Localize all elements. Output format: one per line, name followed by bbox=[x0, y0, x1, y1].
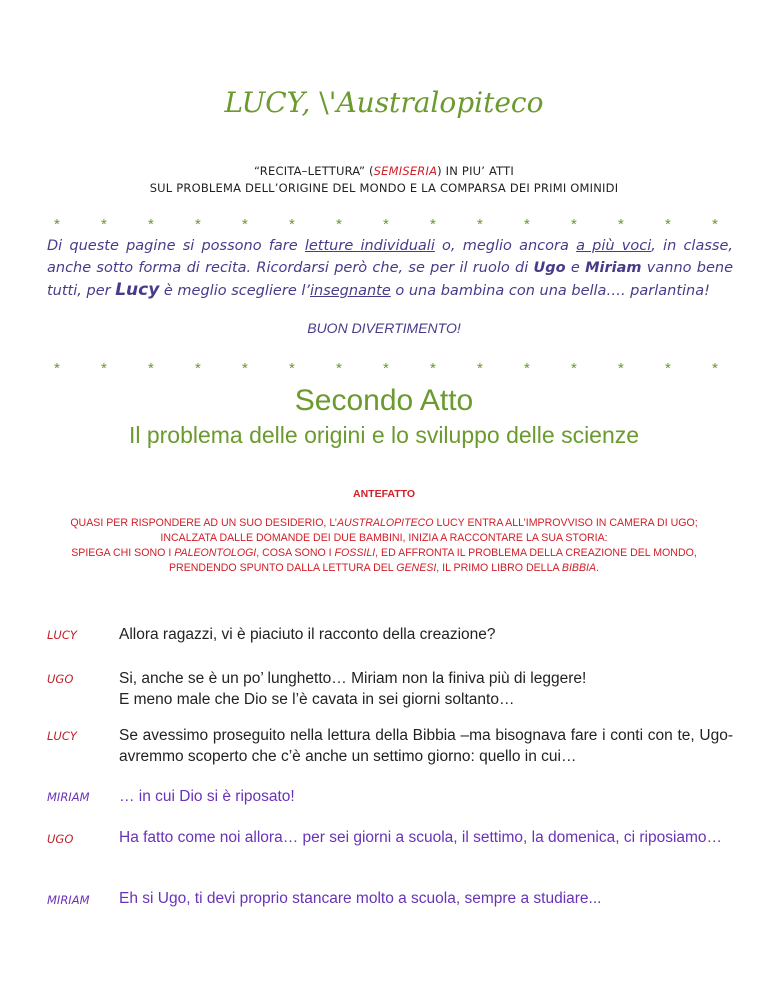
buon-divertimento: BUON DIVERTIMENTO! bbox=[307, 320, 461, 336]
subtitle-semiseria: SEMISERIA bbox=[373, 164, 438, 178]
intro-text: , in classe, anche sotto forma di recita. Ricordarsi però che, se per il ruolo di bbox=[47, 238, 733, 276]
antefatto-italic: PALEONTOLOGI bbox=[174, 547, 257, 559]
title-separator: \' bbox=[319, 86, 337, 119]
document-title bbox=[0, 86, 768, 119]
star-glyph: * bbox=[195, 216, 201, 233]
star-glyph: * bbox=[430, 360, 436, 377]
intro-role-lucy: Lucy bbox=[115, 280, 160, 300]
antefatto-italic: BIBBIA bbox=[561, 562, 597, 574]
star-glyph: * bbox=[101, 360, 107, 377]
star-glyph: * bbox=[336, 360, 342, 377]
star-glyph: * bbox=[712, 216, 718, 233]
star-glyph: * bbox=[665, 216, 671, 233]
antefatto-text: QUASI PER RISPONDERE AD UN SUO DESIDERIO, L’ bbox=[70, 517, 337, 529]
dialogue-line: Allora ragazzi, vi è piaciuto il racconto della creazione? bbox=[119, 626, 496, 643]
star-glyph: * bbox=[148, 360, 154, 377]
dialogue-line: E meno male che Dio se l’è cavata in sei giorni soltanto… bbox=[119, 691, 515, 708]
antefatto-italic: FOSSILI bbox=[334, 547, 376, 559]
star-glyph: * bbox=[571, 216, 577, 233]
intro-text: vanno bene tutti, per bbox=[47, 260, 734, 299]
title-australopiteco: Australopiteco bbox=[336, 86, 544, 119]
star-glyph: * bbox=[430, 216, 436, 233]
subtitle-recita bbox=[0, 164, 768, 178]
star-glyph: * bbox=[242, 216, 248, 233]
act-subtitle: Il problema delle origini e lo sviluppo delle scienze bbox=[128, 422, 640, 448]
speaker-ugo: UGO bbox=[47, 672, 74, 686]
star-glyph: * bbox=[712, 360, 718, 377]
star-glyph: * bbox=[618, 360, 624, 377]
act-title: Secondo Atto bbox=[294, 384, 474, 417]
intro-underlined: letture individuali bbox=[304, 238, 435, 254]
subtitle-part: “RECITA–LETTURA” ( bbox=[254, 164, 374, 178]
dialogue-line: Eh si Ugo, ti devi proprio stancare molto a scuola, sempre a studiare... bbox=[119, 890, 602, 907]
star-glyph: * bbox=[289, 216, 295, 233]
antefatto-italic: AUSTRALOPITECO bbox=[336, 517, 434, 529]
star-divider bbox=[54, 360, 718, 377]
star-glyph: * bbox=[289, 360, 295, 377]
speaker-lucy: LUCY bbox=[47, 628, 77, 642]
antefatto-paragraph bbox=[50, 516, 718, 576]
star-glyph: * bbox=[524, 360, 530, 377]
antefatto-heading: ANTEFATTO bbox=[352, 488, 416, 500]
star-divider bbox=[54, 216, 718, 233]
intro-paragraph bbox=[47, 235, 733, 302]
star-glyph: * bbox=[195, 360, 201, 377]
antefatto-italic: GENESI bbox=[396, 562, 437, 574]
star-glyph: * bbox=[571, 360, 577, 377]
star-glyph: * bbox=[383, 216, 389, 233]
intro-underlined: a più voci bbox=[576, 238, 652, 254]
dialogue-line: Si, anche se è un po’ lunghetto… Miriam non la finiva più di leggere! bbox=[119, 670, 587, 687]
dialogue-line: Se avessimo proseguito nella lettura della Bibbia –ma bisognava fare i conti con te, Ugo- avremmo scoperto che c’è anche un settimo giorno: quello in cui… bbox=[119, 727, 733, 765]
speaker-miriam: MIRIAM bbox=[47, 893, 90, 907]
star-glyph: * bbox=[242, 360, 248, 377]
intro-role-miriam: Miriam bbox=[585, 260, 642, 276]
dialogue-line: Ha fatto come noi allora… per sei giorni a scuola, il settimo, la domenica, ci riposiamo… bbox=[119, 829, 723, 846]
intro-text: o una bambina con una bella…. parlantina! bbox=[390, 283, 710, 299]
star-glyph: * bbox=[383, 360, 389, 377]
star-glyph: * bbox=[101, 216, 107, 233]
star-glyph: * bbox=[524, 216, 530, 233]
dialogue-line: … in cui Dio si è riposato! bbox=[119, 788, 295, 805]
intro-text: o, meglio ancora bbox=[434, 238, 577, 254]
star-glyph: * bbox=[477, 360, 483, 377]
subtitle-part: ) IN PIU’ ATTI bbox=[437, 164, 514, 178]
intro-text: è meglio scegliere l’ bbox=[159, 283, 310, 299]
speaker-ugo: UGO bbox=[47, 832, 74, 846]
intro-text: e bbox=[565, 260, 586, 276]
star-glyph: * bbox=[148, 216, 154, 233]
intro-role-ugo: Ugo bbox=[533, 260, 566, 276]
antefatto-text: . bbox=[596, 562, 599, 574]
antefatto-text: LUCY ENTRA ALL’IMPROVVISO IN CAMERA DI UGO; INCALZATA DALLE DOMANDE DEI DUE BAMBINI, INIZIA A RACCONTARE LA SUA STORIA: bbox=[160, 517, 698, 544]
star-glyph: * bbox=[665, 360, 671, 377]
speaker-miriam: MIRIAM bbox=[47, 790, 90, 804]
title-lucy: LUCY, bbox=[224, 86, 311, 119]
antefatto-text: , ED AFFRONTA IL PROBLEMA DELLA CREAZIONE DEL MONDO, PRENDENDO SPUNTO DALLA LETTURA DEL bbox=[168, 547, 697, 574]
star-glyph: * bbox=[336, 216, 342, 233]
star-glyph: * bbox=[54, 360, 60, 377]
intro-text: Di queste pagine si possono fare bbox=[47, 238, 305, 254]
antefatto-text: , IL PRIMO LIBRO DELLA bbox=[436, 562, 562, 574]
antefatto-text: , COSA SONO I bbox=[256, 547, 335, 559]
star-glyph: * bbox=[477, 216, 483, 233]
subtitle-problema: SUL PROBLEMA DELL’ORIGINE DEL MONDO E LA COMPARSA DEI PRIMI OMINIDI bbox=[149, 181, 619, 195]
star-glyph: * bbox=[618, 216, 624, 233]
speaker-lucy: LUCY bbox=[47, 729, 77, 743]
star-glyph: * bbox=[54, 216, 60, 233]
intro-underlined: insegnante bbox=[309, 283, 391, 299]
antefatto-text: SPIEGA CHI SONO I bbox=[71, 547, 175, 559]
